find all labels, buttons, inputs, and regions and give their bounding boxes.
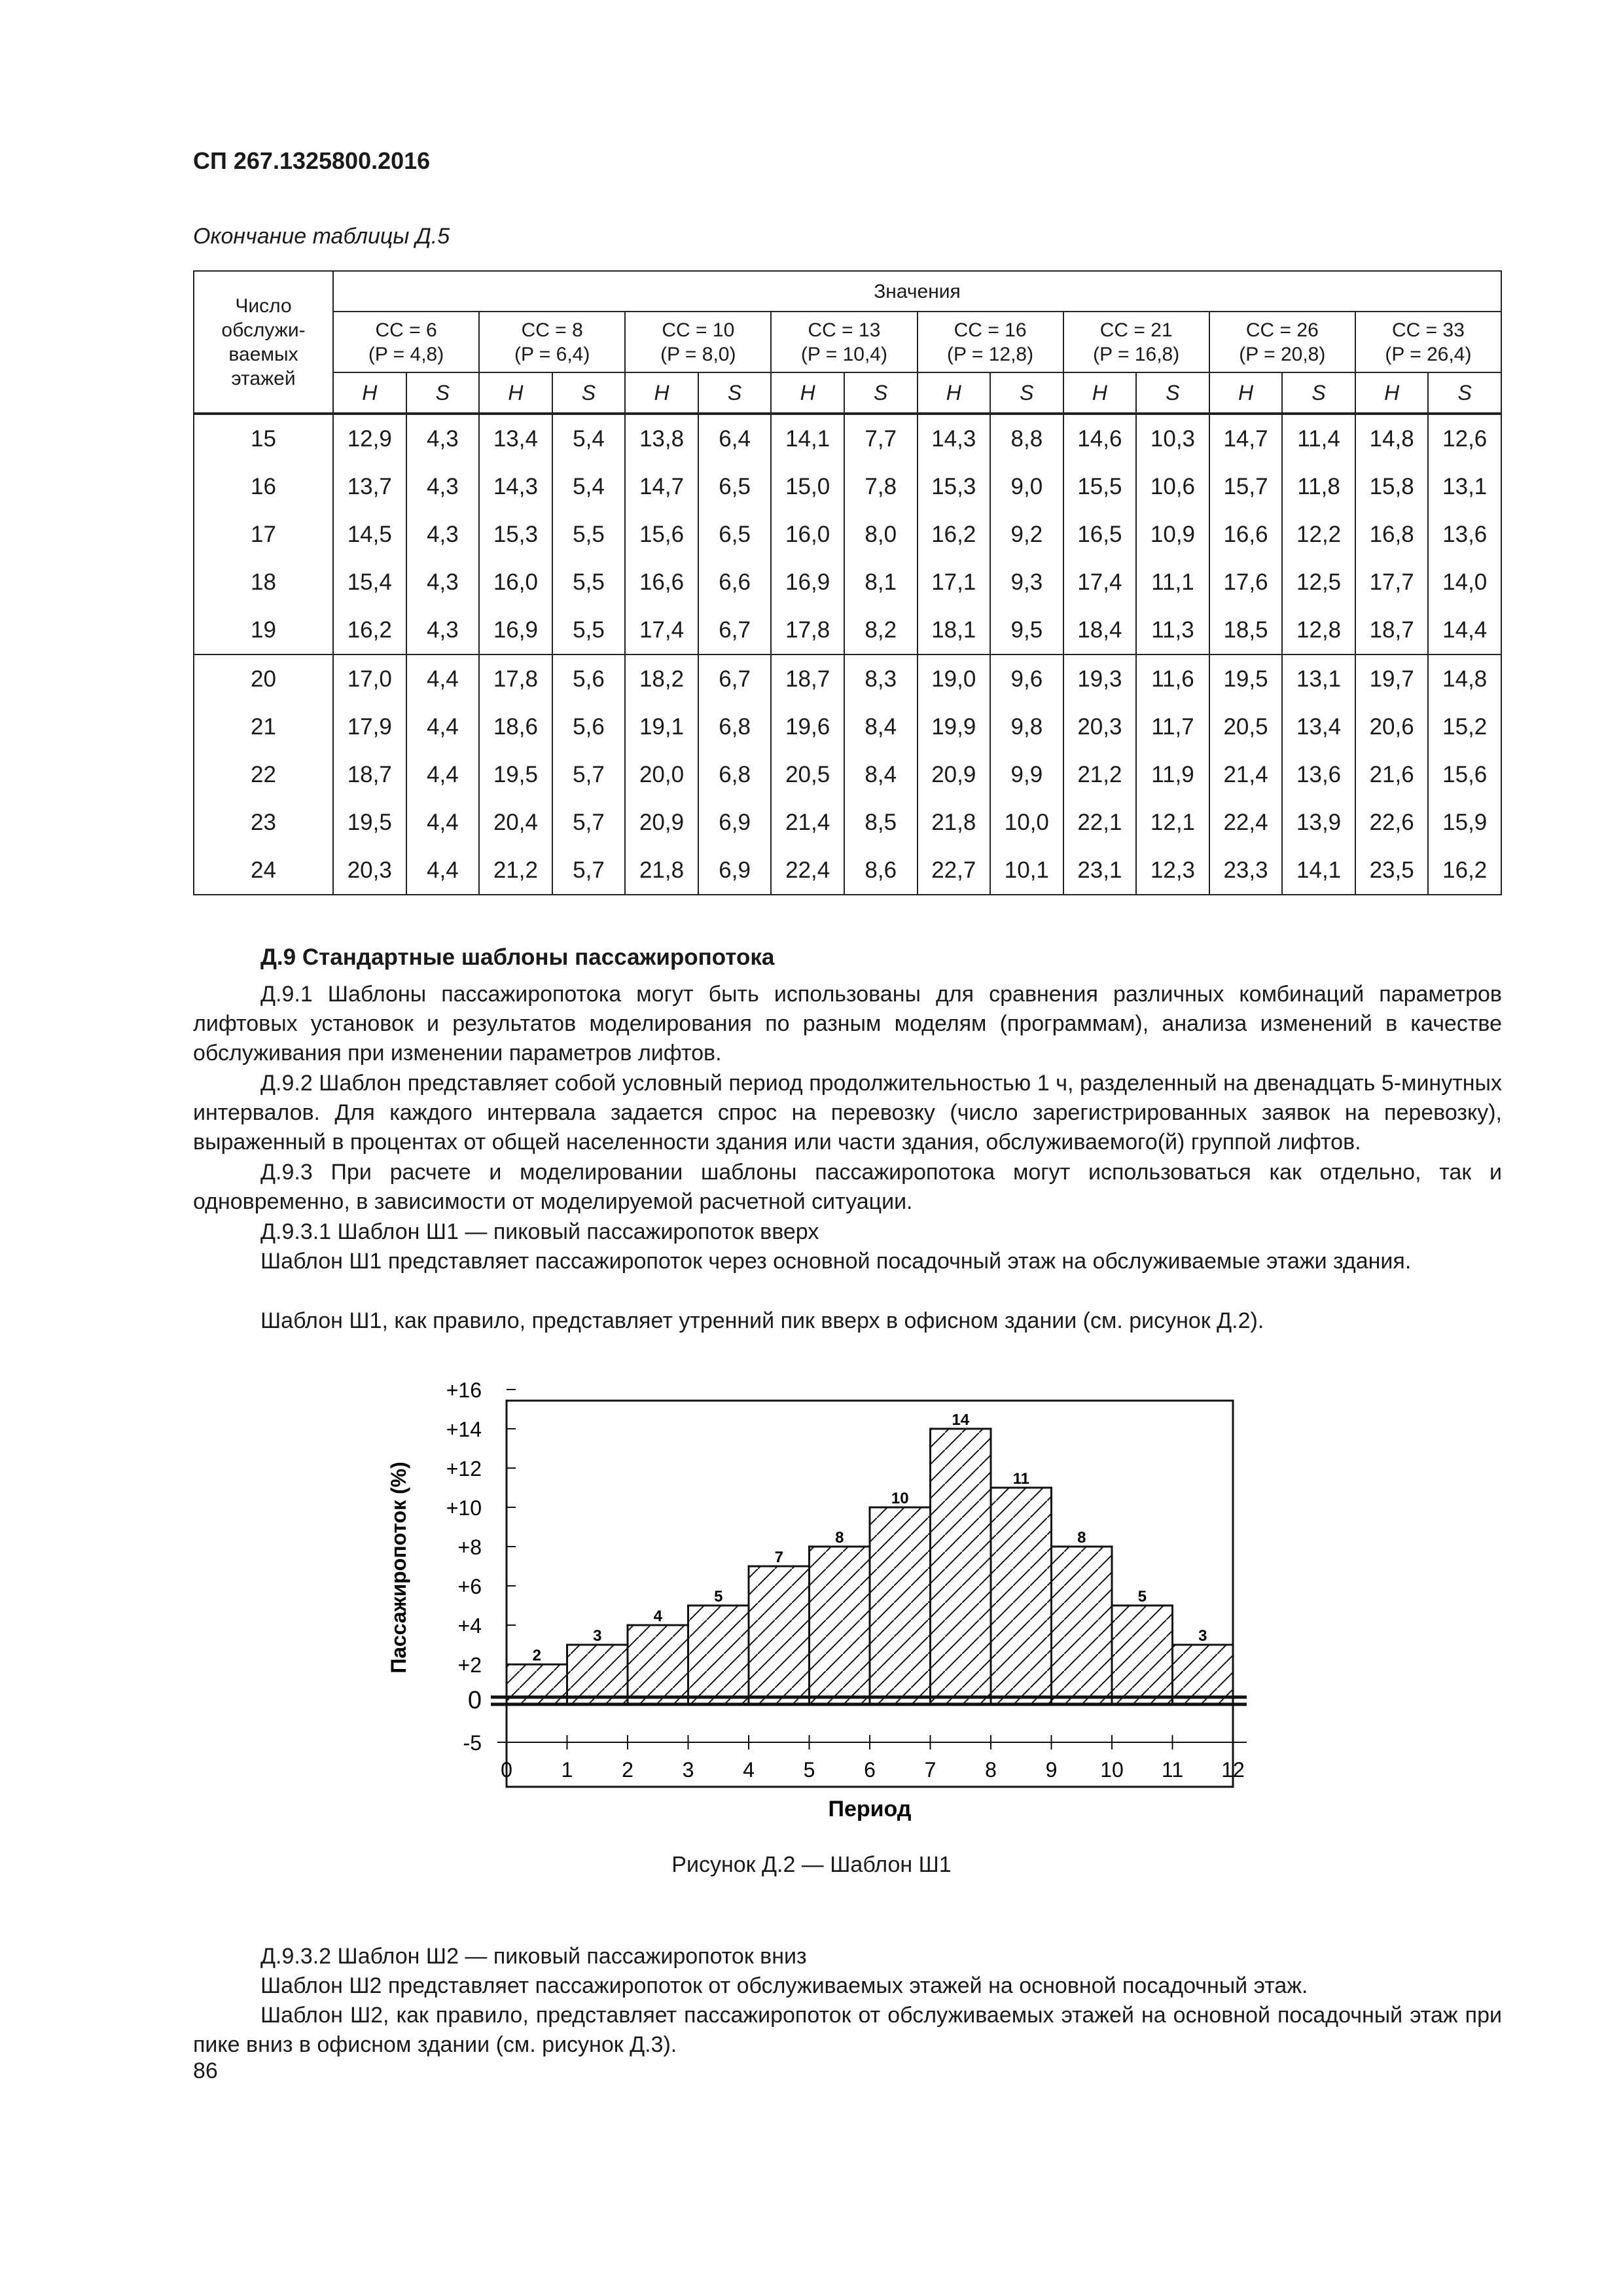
p-value: (P = 4,8) bbox=[368, 343, 444, 365]
floors-cell: 19 bbox=[194, 606, 333, 655]
h-value-cell: 13,8 bbox=[625, 414, 698, 463]
s-value-cell: 5,5 bbox=[552, 511, 626, 558]
h-value-cell: 21,6 bbox=[1355, 751, 1429, 798]
s-subheader: S bbox=[1136, 372, 1209, 414]
h-subheader: H bbox=[1355, 372, 1429, 414]
s-value-cell: 8,8 bbox=[990, 414, 1063, 463]
s-value-cell: 14,0 bbox=[1428, 558, 1501, 606]
floors-cell: 21 bbox=[194, 703, 333, 751]
floors-cell: 16 bbox=[194, 463, 333, 511]
s-value-cell: 15,6 bbox=[1428, 751, 1501, 798]
h-value-cell: 18,6 bbox=[479, 703, 552, 751]
x-tick-label: 3 bbox=[682, 1758, 694, 1782]
h-value-cell: 23,1 bbox=[1063, 846, 1137, 895]
p-value: (P = 10,4) bbox=[800, 343, 887, 365]
s-value-cell: 10,3 bbox=[1136, 414, 1209, 463]
cc-value: CC = 26 bbox=[1245, 319, 1319, 341]
bar-period-8 bbox=[931, 1429, 991, 1704]
x-tick-label: 11 bbox=[1161, 1758, 1184, 1782]
h-value-cell: 17,8 bbox=[479, 655, 552, 703]
s-value-cell: 9,3 bbox=[990, 558, 1063, 606]
s-value-cell: 6,7 bbox=[698, 606, 772, 655]
h-value-cell: 15,4 bbox=[333, 558, 406, 606]
s-subheader: S bbox=[1282, 372, 1355, 414]
hs-header-row bbox=[194, 372, 1501, 414]
bar-period-10 bbox=[1052, 1547, 1113, 1704]
s-value-cell: 5,6 bbox=[552, 655, 626, 703]
h-subheader: H bbox=[771, 372, 844, 414]
h-value-cell: 14,5 bbox=[333, 511, 406, 558]
h-value-cell: 14,7 bbox=[625, 463, 698, 511]
s-value-cell: 6,9 bbox=[698, 798, 772, 846]
bar-value-label: 11 bbox=[1012, 1470, 1029, 1488]
bar-period-12 bbox=[1173, 1645, 1234, 1704]
h-value-cell: 18,4 bbox=[1063, 606, 1137, 655]
bar-period-11 bbox=[1112, 1605, 1173, 1704]
x-tick-label: 4 bbox=[743, 1758, 755, 1782]
s-value-cell: 6,8 bbox=[698, 751, 772, 798]
table-row bbox=[194, 751, 1501, 798]
cc-header-row bbox=[194, 312, 1501, 372]
h-value-cell: 17,1 bbox=[918, 558, 991, 606]
x-tick-label: 1 bbox=[561, 1758, 573, 1782]
paragraph-template-sh2: Шаблон Ш2 представляет пассажиропоток от обслуживаемых этажей на основной посадочный этаж. bbox=[260, 1973, 1308, 1998]
values-header: Значения bbox=[333, 271, 1501, 312]
h-value-cell: 17,4 bbox=[1063, 558, 1137, 606]
s-value-cell: 14,1 bbox=[1282, 846, 1355, 895]
s-value-cell: 9,6 bbox=[990, 655, 1063, 703]
h-value-cell: 21,2 bbox=[479, 846, 552, 895]
h-value-cell: 17,8 bbox=[771, 606, 844, 655]
s-value-cell: 11,8 bbox=[1282, 463, 1355, 511]
cc-group-header bbox=[1355, 312, 1501, 372]
table-head bbox=[194, 271, 1501, 414]
s-value-cell: 8,6 bbox=[844, 846, 918, 895]
passenger-flow-chart bbox=[366, 1365, 1283, 1823]
table-row bbox=[194, 511, 1501, 558]
h-value-cell: 20,5 bbox=[1209, 703, 1283, 751]
h-value-cell: 16,9 bbox=[771, 558, 844, 606]
s-value-cell: 4,3 bbox=[406, 511, 480, 558]
paragraph-d91: Д.9.1 Шаблоны пассажиропотока могут быть использованы для сравнения различных комбинаций параметров лифтовых установок и результатов моделирования по разным моделям (программам), анализа изменений в качестве обслуживания при изменении параметров лифтов. bbox=[193, 982, 1502, 1066]
h-value-cell: 16,5 bbox=[1063, 511, 1137, 558]
h-value-cell: 22,7 bbox=[918, 846, 991, 895]
paragraph-template-sh1-peak: Шаблон Ш1, как правило, представляет утренний пик вверх в офисном здании (см. рисунок Д.2). bbox=[260, 1308, 1264, 1333]
table-row bbox=[194, 703, 1501, 751]
y-tick-label: 0 bbox=[467, 1687, 482, 1714]
h-value-cell: 16,6 bbox=[1209, 511, 1283, 558]
p-value: (P = 8,0) bbox=[660, 343, 736, 365]
s-value-cell: 12,6 bbox=[1428, 414, 1501, 463]
s-value-cell: 10,0 bbox=[990, 798, 1063, 846]
s-value-cell: 11,3 bbox=[1136, 606, 1209, 655]
floors-cell: 23 bbox=[194, 798, 333, 846]
s-value-cell: 5,7 bbox=[552, 751, 626, 798]
h-value-cell: 16,0 bbox=[771, 511, 844, 558]
h-value-cell: 16,8 bbox=[1355, 511, 1429, 558]
s-value-cell: 8,0 bbox=[844, 511, 918, 558]
h-value-cell: 14,1 bbox=[771, 414, 844, 463]
h-value-cell: 21,4 bbox=[1209, 751, 1283, 798]
s-value-cell: 11,9 bbox=[1136, 751, 1209, 798]
x-tick-label: 8 bbox=[985, 1758, 997, 1782]
h-value-cell: 17,7 bbox=[1355, 558, 1429, 606]
section-heading: Д.9 Стандартные шаблоны пассажиропотока bbox=[260, 944, 775, 970]
h-value-cell: 14,3 bbox=[479, 463, 552, 511]
s-subheader: S bbox=[406, 372, 480, 414]
h-value-cell: 19,5 bbox=[1209, 655, 1283, 703]
h-value-cell: 20,3 bbox=[333, 846, 406, 895]
h-value-cell: 12,9 bbox=[333, 414, 406, 463]
s-subheader: S bbox=[552, 372, 626, 414]
h-value-cell: 23,5 bbox=[1355, 846, 1429, 895]
paragraph-d93: Д.9.3 При расчете и моделировании шаблоны пассажиропотока могут использоваться как отдельно, так и одновременно, в зависимости от моделируемой расчетной ситуации. bbox=[193, 1160, 1502, 1214]
h-value-cell: 23,3 bbox=[1209, 846, 1283, 895]
h-value-cell: 18,2 bbox=[625, 655, 698, 703]
cc-group-header bbox=[333, 312, 479, 372]
page-number: 86 bbox=[193, 2058, 218, 2083]
bar-value-label: 2 bbox=[532, 1647, 541, 1664]
h-subheader: H bbox=[625, 372, 698, 414]
s-value-cell: 9,5 bbox=[990, 606, 1063, 655]
s-value-cell: 6,9 bbox=[698, 846, 772, 895]
floors-header-line: ваемых bbox=[228, 343, 298, 365]
cc-group-header bbox=[479, 312, 625, 372]
bar-value-label: 3 bbox=[593, 1627, 602, 1645]
h-value-cell: 15,3 bbox=[479, 511, 552, 558]
s-subheader: S bbox=[990, 372, 1063, 414]
document-code: СП 267.1325800.2016 bbox=[193, 147, 431, 174]
s-value-cell: 4,4 bbox=[406, 751, 480, 798]
s-subheader: S bbox=[844, 372, 918, 414]
h-value-cell: 15,5 bbox=[1063, 463, 1137, 511]
h-value-cell: 20,3 bbox=[1063, 703, 1137, 751]
cc-value: CC = 16 bbox=[954, 319, 1027, 341]
cc-value: CC = 13 bbox=[808, 319, 881, 341]
table-caption: Окончание таблицы Д.5 bbox=[193, 224, 450, 249]
table-row bbox=[194, 558, 1501, 606]
cc-value: CC = 8 bbox=[521, 319, 583, 341]
h-value-cell: 17,4 bbox=[625, 606, 698, 655]
x-tick-label: 9 bbox=[1045, 1758, 1058, 1782]
s-value-cell: 12,3 bbox=[1136, 846, 1209, 895]
bar-value-label: 10 bbox=[891, 1490, 909, 1507]
h-value-cell: 20,0 bbox=[625, 751, 698, 798]
s-value-cell: 8,4 bbox=[844, 751, 918, 798]
s-value-cell: 10,9 bbox=[1136, 511, 1209, 558]
s-value-cell: 6,5 bbox=[698, 463, 772, 511]
y-tick-label: +14 bbox=[446, 1418, 482, 1441]
floors-column-header bbox=[194, 271, 333, 414]
s-value-cell: 4,3 bbox=[406, 558, 480, 606]
s-value-cell: 8,5 bbox=[844, 798, 918, 846]
s-value-cell: 13,4 bbox=[1282, 703, 1355, 751]
s-value-cell: 5,7 bbox=[552, 798, 626, 846]
h-value-cell: 16,9 bbox=[479, 606, 552, 655]
bar-period-6 bbox=[810, 1547, 870, 1704]
s-value-cell: 8,2 bbox=[844, 606, 918, 655]
s-value-cell: 5,7 bbox=[552, 846, 626, 895]
s-value-cell: 13,6 bbox=[1428, 511, 1501, 558]
s-value-cell: 4,3 bbox=[406, 463, 480, 511]
s-value-cell: 5,4 bbox=[552, 414, 626, 463]
h-value-cell: 14,3 bbox=[918, 414, 991, 463]
h-value-cell: 20,5 bbox=[771, 751, 844, 798]
y-axis-title: Пассажиропоток (%) bbox=[387, 1462, 410, 1674]
floors-cell: 17 bbox=[194, 511, 333, 558]
h-value-cell: 19,6 bbox=[771, 703, 844, 751]
paragraph-template-sh2-peak: Шаблон Ш2, как правило, представляет пассажиропоток от обслуживаемых этажей на основной посадочный этаж при пике вниз в офисном здании (см. рисунок Д.3). bbox=[193, 2003, 1502, 2057]
floors-header-line: этажей bbox=[231, 367, 296, 389]
s-value-cell: 15,9 bbox=[1428, 798, 1501, 846]
table-row bbox=[194, 655, 1501, 703]
y-tick-label: +8 bbox=[457, 1535, 482, 1559]
h-value-cell: 14,7 bbox=[1209, 414, 1283, 463]
table-row bbox=[194, 414, 1501, 463]
s-value-cell: 4,3 bbox=[406, 414, 480, 463]
figure-caption: Рисунок Д.2 — Шаблон Ш1 bbox=[671, 1852, 952, 1877]
x-axis-title: Период bbox=[828, 1797, 912, 1821]
h-value-cell: 15,7 bbox=[1209, 463, 1283, 511]
s-value-cell: 4,4 bbox=[406, 798, 480, 846]
bar-value-label: 5 bbox=[714, 1588, 723, 1605]
h-value-cell: 17,9 bbox=[333, 703, 406, 751]
paragraph-d92: Д.9.2 Шаблон представляет собой условный период продолжительностью 1 ч, разделенный на двенадцать 5-минутных интервалов. Для каждого интервала задается спрос на перевозку (число зарегистрированных заявок на перевозку), выраженный в процентах от общей населенности здания или части здания, обслуживаемого(й) группой лифтов. bbox=[193, 1071, 1502, 1155]
h-value-cell: 20,4 bbox=[479, 798, 552, 846]
s-value-cell: 5,4 bbox=[552, 463, 626, 511]
paragraph-template-sh1: Шаблон Ш1 представляет пассажиропоток через основной посадочный этаж на обслуживаемые этажи здания. bbox=[260, 1249, 1412, 1274]
table-row bbox=[194, 846, 1501, 895]
s-value-cell: 8,4 bbox=[844, 703, 918, 751]
table-row bbox=[194, 798, 1501, 846]
floors-header-line: Число bbox=[235, 295, 292, 317]
s-value-cell: 8,1 bbox=[844, 558, 918, 606]
cc-value: CC = 33 bbox=[1391, 319, 1465, 341]
s-value-cell: 13,9 bbox=[1282, 798, 1355, 846]
h-value-cell: 21,2 bbox=[1063, 751, 1137, 798]
h-value-cell: 15,0 bbox=[771, 463, 844, 511]
s-value-cell: 12,2 bbox=[1282, 511, 1355, 558]
y-tick-label: +16 bbox=[446, 1378, 482, 1402]
bar-value-label: 3 bbox=[1198, 1627, 1207, 1645]
x-tick-label: 5 bbox=[803, 1758, 815, 1782]
bar-value-label: 5 bbox=[1137, 1588, 1147, 1605]
h-subheader: H bbox=[333, 372, 406, 414]
s-value-cell: 9,9 bbox=[990, 751, 1063, 798]
s-value-cell: 12,8 bbox=[1282, 606, 1355, 655]
y-tick-label: +10 bbox=[446, 1496, 482, 1520]
bars-group bbox=[507, 1429, 1233, 1704]
p-value: (P = 20,8) bbox=[1239, 343, 1326, 365]
h-value-cell: 13,7 bbox=[333, 463, 406, 511]
s-value-cell: 16,2 bbox=[1428, 846, 1501, 895]
cc-group-header bbox=[918, 312, 1063, 372]
s-value-cell: 4,4 bbox=[406, 703, 480, 751]
h-value-cell: 17,0 bbox=[333, 655, 406, 703]
s-value-cell: 8,3 bbox=[844, 655, 918, 703]
table-row bbox=[194, 606, 1501, 655]
paragraph-d931: Д.9.3.1 Шаблон Ш1 — пиковый пассажиропоток вверх bbox=[260, 1219, 819, 1244]
table-row bbox=[194, 463, 1501, 511]
h-value-cell: 17,6 bbox=[1209, 558, 1283, 606]
cc-value: CC = 10 bbox=[662, 319, 735, 341]
h-value-cell: 18,7 bbox=[771, 655, 844, 703]
cc-value: CC = 21 bbox=[1099, 319, 1173, 341]
h-value-cell: 16,2 bbox=[333, 606, 406, 655]
h-value-cell: 19,0 bbox=[918, 655, 991, 703]
p-value: (P = 12,8) bbox=[947, 343, 1034, 365]
paragraph-d932: Д.9.3.2 Шаблон Ш2 — пиковый пассажиропоток вниз bbox=[260, 1944, 807, 1969]
h-value-cell: 18,5 bbox=[1209, 606, 1283, 655]
cc-value: CC = 6 bbox=[375, 319, 437, 341]
s-value-cell: 9,8 bbox=[990, 703, 1063, 751]
s-value-cell: 4,3 bbox=[406, 606, 480, 655]
elevator-values-table bbox=[193, 270, 1502, 895]
s-value-cell: 14,8 bbox=[1428, 655, 1501, 703]
h-value-cell: 22,1 bbox=[1063, 798, 1137, 846]
h-value-cell: 20,9 bbox=[918, 751, 991, 798]
h-value-cell: 13,4 bbox=[479, 414, 552, 463]
p-value: (P = 6,4) bbox=[514, 343, 590, 365]
y-tick-label: -5 bbox=[463, 1731, 482, 1755]
s-value-cell: 5,5 bbox=[552, 606, 626, 655]
y-tick-label: +12 bbox=[446, 1457, 482, 1480]
s-value-cell: 5,6 bbox=[552, 703, 626, 751]
floors-cell: 24 bbox=[194, 846, 333, 895]
h-value-cell: 22,4 bbox=[771, 846, 844, 895]
x-tick-label: 0 bbox=[501, 1758, 512, 1782]
h-value-cell: 18,7 bbox=[333, 751, 406, 798]
h-value-cell: 16,6 bbox=[625, 558, 698, 606]
h-value-cell: 21,8 bbox=[625, 846, 698, 895]
h-value-cell: 15,6 bbox=[625, 511, 698, 558]
cc-group-header bbox=[625, 312, 771, 372]
s-value-cell: 13,1 bbox=[1282, 655, 1355, 703]
s-value-cell: 15,2 bbox=[1428, 703, 1501, 751]
h-value-cell: 16,0 bbox=[479, 558, 552, 606]
bar-value-label: 4 bbox=[653, 1607, 662, 1625]
h-value-cell: 19,9 bbox=[918, 703, 991, 751]
s-value-cell: 9,0 bbox=[990, 463, 1063, 511]
floors-cell: 18 bbox=[194, 558, 333, 606]
p-value: (P = 16,8) bbox=[1093, 343, 1180, 365]
bar-period-7 bbox=[870, 1507, 931, 1704]
bar-period-9 bbox=[991, 1488, 1052, 1704]
h-value-cell: 19,3 bbox=[1063, 655, 1137, 703]
s-value-cell: 6,8 bbox=[698, 703, 772, 751]
cc-group-header bbox=[771, 312, 917, 372]
h-value-cell: 19,5 bbox=[333, 798, 406, 846]
s-value-cell: 10,6 bbox=[1136, 463, 1209, 511]
s-value-cell: 4,4 bbox=[406, 655, 480, 703]
h-value-cell: 16,2 bbox=[918, 511, 991, 558]
h-value-cell: 14,8 bbox=[1355, 414, 1429, 463]
s-value-cell: 6,7 bbox=[698, 655, 772, 703]
s-value-cell: 7,8 bbox=[844, 463, 918, 511]
x-tick-label: 2 bbox=[622, 1758, 633, 1782]
s-value-cell: 11,7 bbox=[1136, 703, 1209, 751]
bar-period-2 bbox=[567, 1645, 628, 1704]
bar-period-5 bbox=[749, 1566, 810, 1704]
floors-cell: 22 bbox=[194, 751, 333, 798]
h-value-cell: 18,7 bbox=[1355, 606, 1429, 655]
y-tick-label: +6 bbox=[457, 1575, 482, 1598]
h-value-cell: 20,6 bbox=[1355, 703, 1429, 751]
bar-value-label: 8 bbox=[1077, 1529, 1086, 1547]
h-value-cell: 19,1 bbox=[625, 703, 698, 751]
h-value-cell: 22,6 bbox=[1355, 798, 1429, 846]
floors-cell: 20 bbox=[194, 655, 333, 703]
h-value-cell: 21,8 bbox=[918, 798, 991, 846]
x-tick-label: 12 bbox=[1221, 1758, 1245, 1782]
s-value-cell: 11,4 bbox=[1282, 414, 1355, 463]
s-value-cell: 12,5 bbox=[1282, 558, 1355, 606]
s-value-cell: 14,4 bbox=[1428, 606, 1501, 655]
s-value-cell: 5,5 bbox=[552, 558, 626, 606]
h-value-cell: 19,7 bbox=[1355, 655, 1429, 703]
s-subheader: S bbox=[698, 372, 772, 414]
cc-group-header bbox=[1063, 312, 1209, 372]
s-value-cell: 11,1 bbox=[1136, 558, 1209, 606]
s-value-cell: 4,4 bbox=[406, 846, 480, 895]
s-value-cell: 12,1 bbox=[1136, 798, 1209, 846]
h-value-cell: 14,6 bbox=[1063, 414, 1137, 463]
floors-cell: 15 bbox=[194, 414, 333, 463]
s-value-cell: 6,6 bbox=[698, 558, 772, 606]
x-tick-label: 7 bbox=[924, 1758, 936, 1782]
s-value-cell: 7,7 bbox=[844, 414, 918, 463]
s-value-cell: 6,5 bbox=[698, 511, 772, 558]
y-tick-label: +4 bbox=[457, 1614, 482, 1638]
bar-period-4 bbox=[688, 1605, 749, 1704]
h-value-cell: 21,4 bbox=[771, 798, 844, 846]
p-value: (P = 26,4) bbox=[1385, 343, 1472, 365]
table-body bbox=[194, 414, 1501, 895]
h-value-cell: 18,1 bbox=[918, 606, 991, 655]
cc-group-header bbox=[1209, 312, 1355, 372]
floors-header-line: обслужи- bbox=[221, 319, 306, 341]
s-value-cell: 13,6 bbox=[1282, 751, 1355, 798]
h-subheader: H bbox=[1209, 372, 1283, 414]
bar-value-label: 8 bbox=[835, 1529, 844, 1547]
h-value-cell: 15,8 bbox=[1355, 463, 1429, 511]
h-value-cell: 19,5 bbox=[479, 751, 552, 798]
bar-value-label: 7 bbox=[774, 1549, 783, 1566]
h-subheader: H bbox=[1063, 372, 1137, 414]
bar-period-3 bbox=[628, 1625, 688, 1704]
y-tick-label: +2 bbox=[457, 1653, 482, 1677]
h-subheader: H bbox=[918, 372, 991, 414]
x-tick-label: 6 bbox=[864, 1758, 876, 1782]
bar-value-label: 14 bbox=[952, 1411, 970, 1429]
h-value-cell: 15,3 bbox=[918, 463, 991, 511]
s-value-cell: 10,1 bbox=[990, 846, 1063, 895]
s-value-cell: 11,6 bbox=[1136, 655, 1209, 703]
s-value-cell: 6,4 bbox=[698, 414, 772, 463]
h-subheader: H bbox=[479, 372, 552, 414]
h-value-cell: 22,4 bbox=[1209, 798, 1283, 846]
s-value-cell: 13,1 bbox=[1428, 463, 1501, 511]
h-value-cell: 20,9 bbox=[625, 798, 698, 846]
s-value-cell: 9,2 bbox=[990, 511, 1063, 558]
x-tick-label: 10 bbox=[1100, 1758, 1124, 1782]
s-subheader: S bbox=[1428, 372, 1501, 414]
